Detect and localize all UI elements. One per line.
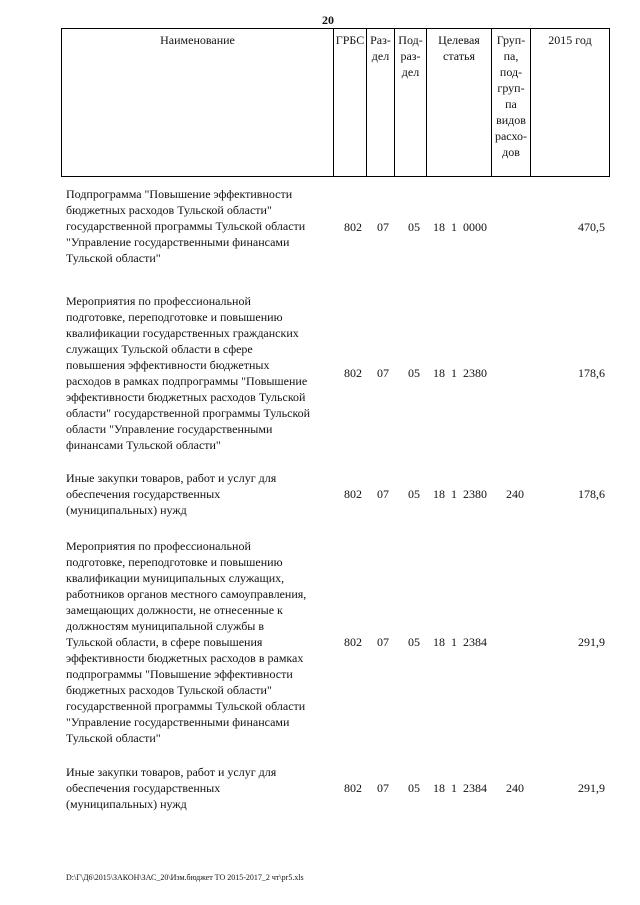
row-name-line: подпрограммы "Повышение эффективности: [66, 667, 293, 681]
row-name: [66, 293, 338, 453]
row-name-line: должностям муниципальной службы в: [66, 619, 265, 633]
row-name-line: замещающих должности, не отнесенные к: [66, 603, 283, 617]
row-name: [66, 470, 338, 518]
row-name-line: обеспечения государственных: [66, 487, 221, 501]
row-name-line: "Управление государственными финансами: [66, 715, 290, 729]
row-amount: 178,6: [578, 366, 605, 380]
row-name-line: "Управление государственными финансами: [66, 235, 290, 249]
header-group-line: под-: [499, 65, 523, 79]
row-amount: 291,9: [578, 781, 605, 795]
row-razdel: 07: [377, 220, 389, 234]
row-name-line: Мероприятия по профессиональной: [66, 539, 251, 553]
header-group-line: па,: [503, 49, 519, 63]
row-podrazdel: 05: [408, 220, 420, 234]
row-name-line: Мероприятия по профессиональной: [66, 294, 251, 308]
row-name-line: работников органов местного самоуправления,: [66, 587, 307, 601]
header-podrazdel-line: дел: [401, 65, 420, 79]
row-name-line: финансами Тульской области": [66, 438, 221, 452]
row-name-line: повышения эффективности бюджетных: [66, 358, 270, 372]
row-razdel: 07: [377, 487, 389, 501]
row-grbs: 802: [344, 781, 362, 795]
row-target: 18 1 2380: [433, 366, 487, 380]
row-name-line: области" государственной программы Тульской: [66, 406, 311, 420]
row-razdel: 07: [377, 781, 389, 795]
row-name-line: Тульской области": [66, 251, 161, 265]
row-grbs: 802: [344, 366, 362, 380]
row-amount: 291,9: [578, 635, 605, 649]
row-name-line: Тульской области": [66, 731, 161, 745]
row-podrazdel: 05: [408, 635, 420, 649]
row-name-line: государственной программы Тульской области: [66, 699, 306, 713]
row-name-line: бюджетных расходов Тульской области": [66, 203, 272, 217]
row-podrazdel: 05: [408, 366, 420, 380]
header-year-label: 2015 год: [548, 33, 592, 47]
row-group: 240: [506, 487, 524, 501]
header-group-line: видов: [496, 113, 526, 127]
row-name-line: государственной программы Тульской области: [66, 219, 306, 233]
row-name-line: подготовке, переподготовке и повышению: [66, 555, 283, 569]
row-name-line: подготовке, переподготовке и повышению: [66, 310, 283, 324]
row-name-line: эффективности бюджетных расходов Тульской: [66, 390, 306, 404]
row-amount: 470,5: [578, 220, 605, 234]
row-podrazdel: 05: [408, 781, 420, 795]
row-name-line: расходов в рамках подпрограммы "Повышение: [66, 374, 308, 388]
header-razdel-line: дел: [371, 49, 390, 63]
row-name-line: Подпрограмма "Повышение эффективности: [66, 187, 293, 201]
header-group-line: па: [505, 97, 517, 111]
row-name: [66, 538, 338, 746]
row-name-line: бюджетных расходов Тульской области": [66, 683, 272, 697]
header-group-line: дов: [502, 145, 520, 159]
header-group-line: Груп-: [496, 33, 526, 47]
header-target-line: статья: [443, 49, 475, 63]
page-number: 20: [322, 13, 334, 27]
header-razdel-line: Раз-: [370, 33, 391, 47]
row-name-line: квалификации муниципальных служащих,: [66, 571, 285, 585]
row-group: 240: [506, 781, 524, 795]
row-razdel: 07: [377, 366, 389, 380]
row-name-line: Иные закупки товаров, работ и услуг для: [66, 765, 277, 779]
file-path-footer: D:\Г\Д6\2015\ЗАКОН\ЗАС_20\Изм.бюджет ТО 2015-2017_2 чт\pr5.xls: [66, 873, 304, 882]
row-target: 18 1 2384: [433, 781, 487, 795]
header-name-label: Наименование: [160, 33, 235, 47]
header-group-line: расхо-: [494, 129, 528, 143]
row-name-line: обеспечения государственных: [66, 781, 221, 795]
row-razdel: 07: [377, 635, 389, 649]
row-name-line: (муниципальных) нужд: [66, 797, 187, 811]
row-name: [66, 764, 338, 812]
row-target: 18 1 2384: [433, 635, 487, 649]
row-name-line: квалификации государственных гражданских: [66, 326, 299, 340]
row-name-line: Тульской области, в сфере повышения: [66, 635, 263, 649]
row-name-line: (муниципальных) нужд: [66, 503, 187, 517]
row-target: 18 1 2380: [433, 487, 487, 501]
header-podrazdel-line: раз-: [400, 49, 421, 63]
row-target: 18 1 0000: [433, 220, 487, 234]
row-grbs: 802: [344, 487, 362, 501]
row-name-line: эффективности бюджетных расходов в рамках: [66, 651, 304, 665]
row-amount: 178,6: [578, 487, 605, 501]
row-name-line: области "Управление государственными: [66, 422, 273, 436]
row-name-line: Иные закупки товаров, работ и услуг для: [66, 471, 277, 485]
row-grbs: 802: [344, 635, 362, 649]
header-podrazdel-line: Под-: [398, 33, 423, 47]
header-target-line: Целевая: [438, 33, 480, 47]
header-group-line: груп-: [497, 81, 525, 95]
row-name-line: служащих Тульской области в сфере: [66, 342, 253, 356]
row-name: [66, 186, 338, 266]
row-podrazdel: 05: [408, 487, 420, 501]
header-grbs-label: ГРБС: [335, 33, 365, 47]
row-grbs: 802: [344, 220, 362, 234]
